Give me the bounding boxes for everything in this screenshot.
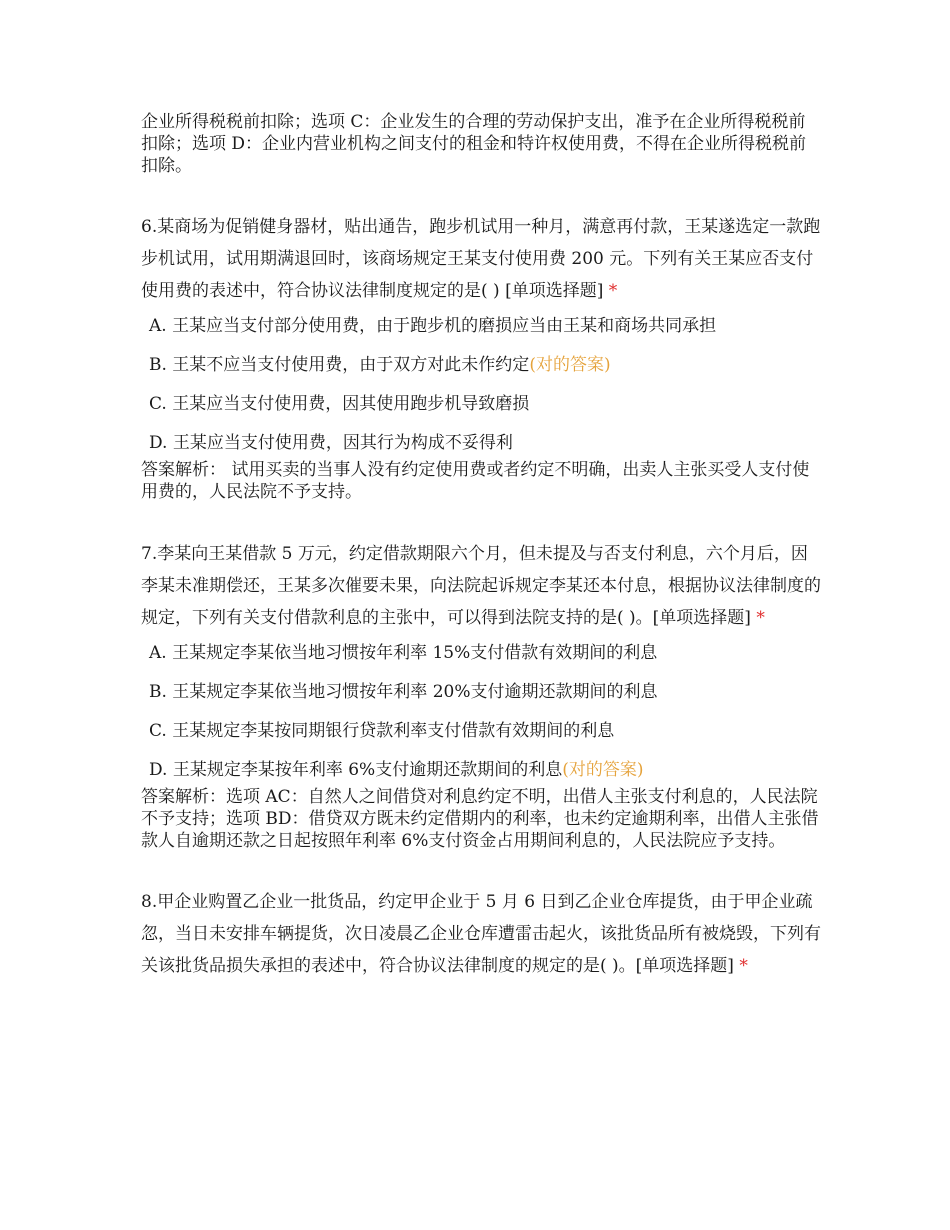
intro-explanation: 企业所得税税前扣除；选项 C：企业发生的合理的劳动保护支出，准予在企业所得税税前扣除；选项 D：企业内营业机构之间支付的租金和特许权使用费，不得在企业所得税税前扣除。	[141, 112, 807, 176]
answer-explanation: 答案解析： 试用买卖的当事人没有约定使用费或者约定不明确，出卖人主张买受人支付使用费的，人民法院不予支持。	[141, 460, 810, 502]
option-list	[149, 641, 821, 782]
option-a[interactable]: A. 王某应当支付部分使用费，由于跑步机的磨损应当由王某和商场共同承担	[149, 316, 717, 336]
option-b[interactable]: B. 王某不应当支付使用费，由于双方对此未作约定(对的答案)	[149, 355, 611, 375]
question-stem: 8.甲企业购置乙企业一批货品，约定甲企业于 5 月 6 日到乙企业仓库提货，由于甲企业疏忽，当日未安排车辆提货，次日凌晨乙企业仓库遭雷击起火，该批货品所有被烧毁，下列有关该批货品损失承担的表述中，符合协议法律制度的规定的是( )。[单项选择题] *	[141, 892, 821, 976]
required-mark: *	[608, 281, 618, 301]
question-8	[141, 886, 821, 982]
question-stem: 6.某商场为促销健身器材，贴出通告，跑步机试用一种月，满意再付款，王某遂选定一款跑步机试用，试用期满退回时，该商场规定王某支付使用费 200 元。下列有关王某应否支付使用费的表述中，符合协议法律制度规定的是( ) [单项选择题] *	[141, 217, 821, 301]
option-d[interactable]: D. 王某规定李某按年利率 6%支付逾期还款期间的利息(对的答案)	[149, 760, 644, 780]
answer-explanation: 答案解析：选项 AC：自然人之间借贷对利息约定不明，出借人主张支付利息的，人民法院不予支持；选项 BD：借贷双方既未约定借期内的利率，也未约定逾期利率，出借人主张借款人自逾期还款之日起按照年利率 6%支付资金占用期间利息的，人民法院应予支持。	[141, 787, 819, 851]
option-list	[149, 314, 821, 455]
option-c[interactable]: C. 王某规定李某按同期银行贷款利率支付借款有效期间的利息	[149, 721, 615, 741]
correct-answer-tag: (对的答案)	[529, 355, 611, 375]
question-6	[141, 211, 821, 503]
option-b[interactable]: B. 王某规定李某依当地习惯按年利率 20%支付逾期还款期间的利息	[149, 682, 658, 702]
required-mark: *	[756, 608, 765, 628]
option-a[interactable]: A. 王某规定李某依当地习惯按年利率 15%支付借款有效期间的利息	[149, 643, 658, 663]
option-d[interactable]: D. 王某应当支付使用费，因其行为构成不妥得利	[149, 433, 513, 453]
option-c[interactable]: C. 王某应当支付使用费，因其使用跑步机导致磨损	[149, 394, 530, 414]
required-mark: *	[739, 956, 748, 976]
question-7	[141, 538, 821, 852]
correct-answer-tag: (对的答案)	[562, 760, 644, 780]
document-page	[141, 111, 821, 982]
question-stem: 7.李某向王某借款 5 万元，约定借款期限六个月，但未提及与否支付利息，六个月后，因李某未准期偿还，王某多次催要未果，向法院起诉规定李某还本付息，根据协议法律制度的规定，下列有关支付借款利息的主张中，可以得到法院支持的是( )。[单项选择题] *	[141, 544, 821, 628]
